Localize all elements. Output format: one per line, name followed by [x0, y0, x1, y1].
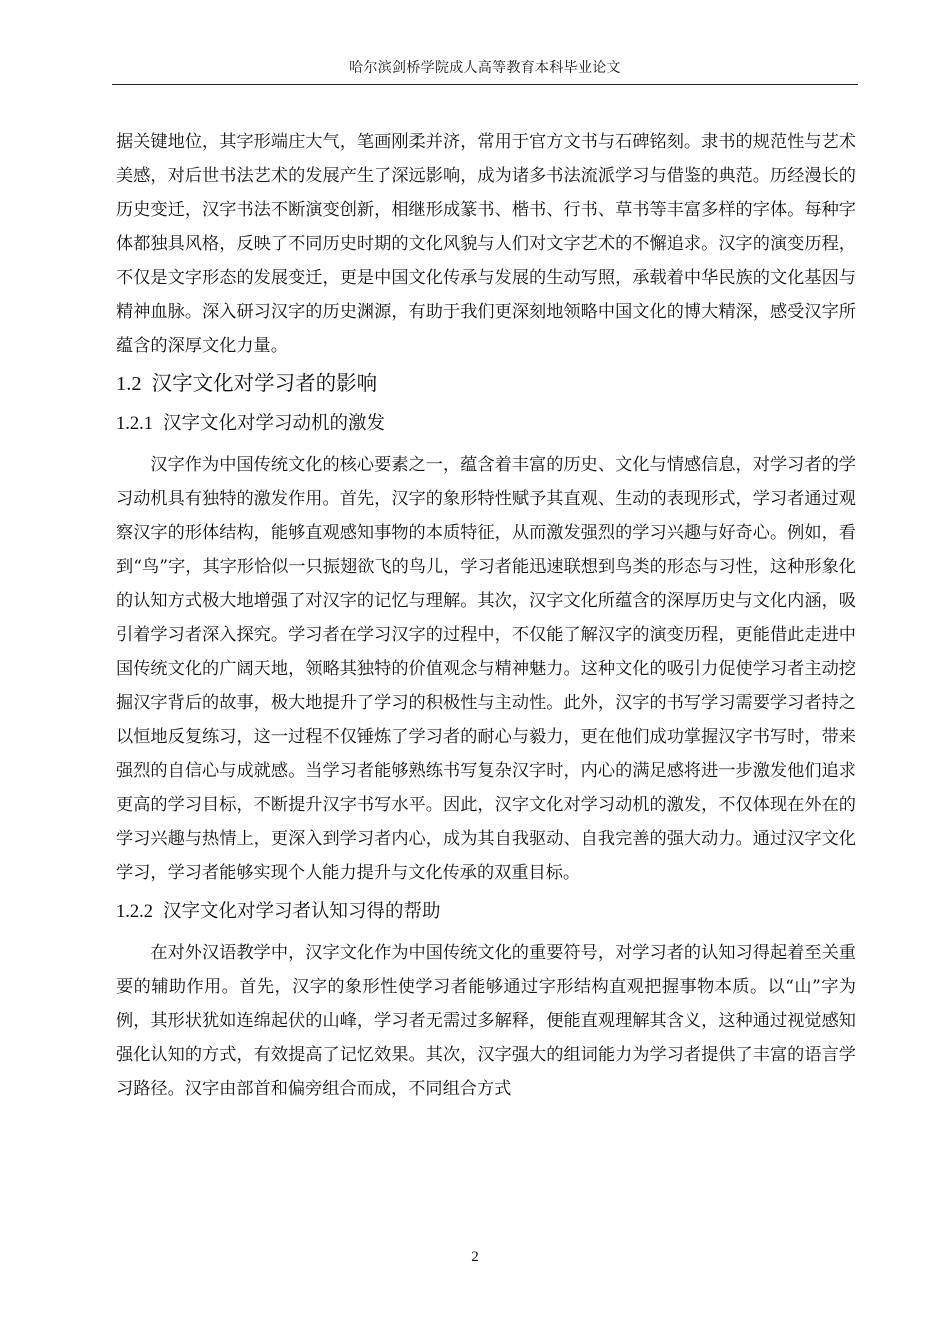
- document-body: [116, 125, 856, 1106]
- paragraph-intro: 据关键地位，其字形端庄大气，笔画刚柔并济，常用于官方文书与石碑铭刻。隶书的规范性与艺术美感，对后世书法艺术的发展产生了深远影响，成为诸多书法流派学习与借鉴的典范。历经漫长的历史变迁，汉字书法不断演变创新，相继形成篆书、楷书、行书、草书等丰富多样的字体。每种字体都独具风格，反映了不同历史时期的文化风貌与人们对文字艺术的不懈追求。汉字的演变历程，不仅是文字形态的发展变迁，更是中国文化传承与发展的生动写照，承载着中华民族的文化基因与精神血脉。深入研习汉字的历史渊源，有助于我们更深刻地领略中国文化的博大精深，感受汉字所蕴含的深厚文化力量。: [116, 132, 856, 356]
- running-header: 哈尔滨剑桥学院成人高等教育本科毕业论文: [349, 60, 621, 76]
- subsection-title: 汉字文化对学习动机的激发: [163, 413, 386, 434]
- section-heading-1-2: [116, 364, 856, 402]
- subsection-heading-1-2-1: [116, 406, 856, 442]
- subsection-title: 汉字文化对学习者认知习得的帮助: [163, 901, 441, 922]
- subsection-number: 1.2.1: [116, 414, 153, 434]
- header-rule: [112, 84, 858, 85]
- subsection-number: 1.2.2: [116, 902, 153, 922]
- paragraph-1-2-1: 汉字作为中国传统文化的核心要素之一，蕴含着丰富的历史、文化与情感信息，对学习者的学习动机具有独特的激发作用。首先，汉字的象形特性赋予其直观、生动的表现形式，学习者通过观察汉字的形体结构，能够直观感知事物的本质特征，从而激发强烈的学习兴趣与好奇心。例如，看到“鸟”字，其字形恰似一只振翅欲飞的鸟儿，学习者能迅速联想到鸟类的形态与习性，这种形象化的认知方式极大地增强了对汉字的记忆与理解。其次，汉字文化所蕴含的深厚历史与文化内涵，吸引着学习者深入探究。学习者在学习汉字的过程中，不仅能了解汉字的演变历程，更能借此走进中国传统文化的广阔天地，领略其独特的价值观念与精神魅力。这种文化的吸引力促使学习者主动挖掘汉字背后的故事，极大地提升了学习的积极性与主动性。此外，汉字的书写学习需要学习者持之以恒地反复练习，这一过程不仅锤炼了学习者的耐心与毅力，更在他们成功掌握汉字书写时，带来强烈的自信心与成就感。当学习者能够熟练书写复杂汉字时，内心的满足感将进一步激发他们追求更高的学习目标，不断提升汉字书写水平。因此，汉字文化对学习动机的激发，不仅体现在外在的学习兴趣与热情上，更深入到学习者内心，成为其自我驱动、自我完善的强大动力。通过汉字文化学习，学习者能够实现个人能力提升与文化传承的双重目标。: [116, 455, 856, 883]
- page-number: 2: [471, 1249, 479, 1265]
- subsection-heading-1-2-2: [116, 894, 856, 930]
- section-title: 汉字文化对学习者的影响: [151, 371, 378, 395]
- paragraph-1-2-2: 在对外汉语教学中，汉字文化作为中国传统文化的重要符号，对学习者的认知习得起着至关重要的辅助作用。首先，汉字的象形性使学习者能够通过字形结构直观把握事物本质。以“山”字为例，其形状犹如连绵起伏的山峰，学习者无需过多解释，便能直观理解其含义，这种通过视觉感知强化认知的方式，有效提高了记忆效果。其次，汉字强大的组词能力为学习者提供了丰富的语言学习路径。汉字由部首和偏旁组合而成，不同组合方式: [116, 943, 856, 1099]
- section-number: 1.2: [116, 373, 142, 395]
